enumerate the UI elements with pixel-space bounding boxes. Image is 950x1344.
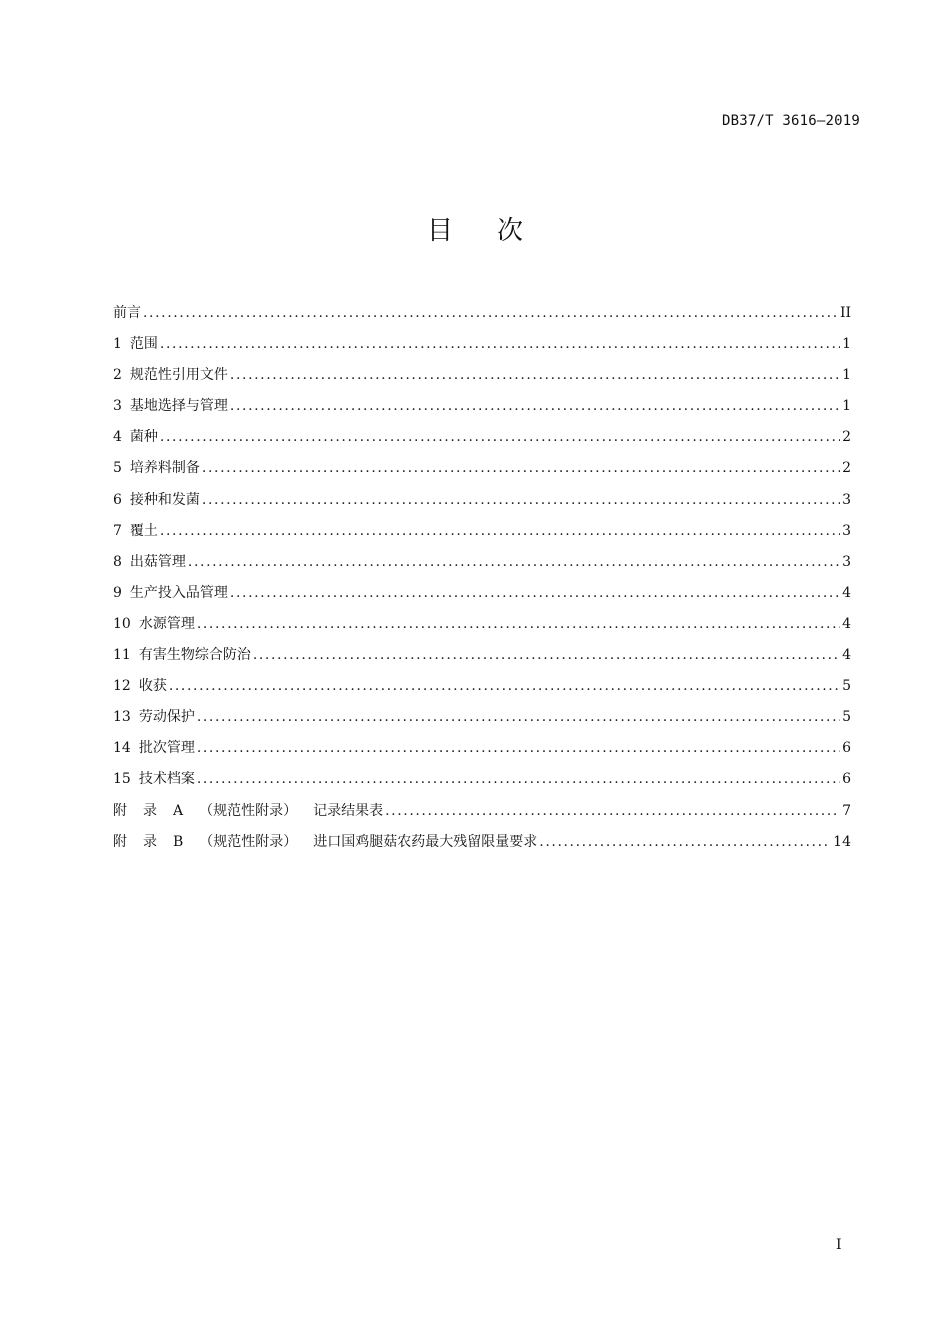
page-number: I (836, 1237, 842, 1253)
toc-page-number: 4 (842, 584, 851, 601)
toc-entry-13[interactable] (113, 702, 851, 733)
toc-entry-label: 批次管理 (138, 740, 195, 757)
title-part-1: 目 (426, 216, 453, 246)
toc-entry-label: 基地选择与管理 (129, 398, 228, 415)
toc-page-number: 3 (842, 491, 851, 508)
toc-page-number: II (839, 305, 851, 321)
toc-entry-label: 水源管理 (138, 615, 195, 632)
toc-entry-7[interactable] (113, 516, 851, 547)
page-title (0, 210, 950, 247)
toc-entry-6[interactable] (113, 485, 851, 516)
toc-entry-label: 前言 (113, 305, 141, 321)
toc-entry-label: 接种和发菌 (129, 491, 200, 508)
toc-entry-2[interactable] (113, 360, 851, 391)
appendix-letter: A (173, 802, 184, 819)
toc-entry-11[interactable] (113, 640, 851, 671)
toc-entry-number: 10 (113, 615, 131, 632)
toc-entry-number: 2 (113, 367, 122, 384)
toc-page-number: 2 (842, 460, 851, 477)
dot-leader (160, 329, 840, 360)
appendix-kind: （规范性附录） (199, 802, 298, 819)
appendix-word-2: 录 (143, 802, 157, 819)
dot-leader (230, 360, 840, 391)
appendix-kind: （规范性附录） (199, 833, 298, 850)
toc-entry-number: 12 (113, 678, 131, 695)
toc-page-number: 5 (842, 678, 851, 695)
toc-page-number: 7 (842, 802, 851, 819)
toc-entry-number: 6 (113, 491, 122, 508)
appendix-letter: B (173, 833, 184, 850)
appendix-title: 进口国鸡腿菇农药最大残留限量要求 (313, 833, 538, 850)
dot-leader (539, 827, 831, 858)
toc-page-number: 14 (833, 833, 851, 850)
toc-entry-9[interactable] (113, 578, 851, 609)
toc-page-number: 4 (842, 647, 851, 664)
dot-leader (197, 609, 840, 640)
toc-entry-foreword[interactable] (113, 298, 851, 329)
toc-entry-number: 1 (113, 336, 122, 353)
toc-page-number: 4 (842, 615, 851, 632)
toc-entry-14[interactable] (113, 733, 851, 764)
toc-entry-number: 3 (113, 398, 122, 415)
toc-entry-appendix-b[interactable] (113, 827, 851, 858)
toc-entry-label: 培养料制备 (129, 460, 200, 477)
toc-entry-label: 收获 (138, 678, 167, 695)
toc-page-number: 6 (842, 740, 851, 757)
toc-entry-number: 14 (113, 740, 131, 757)
toc-entry-label: 菌种 (129, 429, 158, 446)
toc-entry-number: 15 (113, 771, 131, 788)
dot-leader (230, 391, 840, 422)
toc-entry-label: 技术档案 (138, 771, 195, 788)
dot-leader (230, 578, 840, 609)
dot-leader (197, 702, 840, 733)
dot-leader (385, 796, 840, 827)
dot-leader (197, 764, 840, 795)
toc-entry-1[interactable] (113, 329, 851, 360)
toc-entry-label: 出菇管理 (129, 553, 186, 570)
appendix-word-1: 附 (113, 802, 127, 819)
toc-page-number: 6 (842, 771, 851, 788)
toc-page-number: 2 (842, 429, 851, 446)
dot-leader (143, 298, 838, 329)
toc-entry-label: 覆土 (129, 522, 158, 539)
toc-page-number: 1 (842, 367, 851, 384)
dot-leader (197, 733, 840, 764)
toc-entry-label: 劳动保护 (138, 709, 195, 726)
appendix-title: 记录结果表 (313, 802, 384, 819)
dot-leader (253, 640, 840, 671)
dot-leader (188, 547, 840, 578)
toc-page-number: 1 (842, 398, 851, 415)
toc-entry-number: 8 (113, 553, 122, 570)
toc-entry-label: 生产投入品管理 (129, 584, 228, 601)
toc-entry-label: 范围 (129, 336, 158, 353)
dot-leader (169, 671, 840, 702)
appendix-word-1: 附 (113, 833, 127, 850)
toc-entry-12[interactable] (113, 671, 851, 702)
toc-entry-3[interactable] (113, 391, 851, 422)
toc-entry-label: 规范性引用文件 (129, 367, 228, 384)
title-part-2: 次 (497, 216, 524, 246)
toc-entry-number: 4 (113, 429, 122, 446)
toc-page-number: 3 (842, 553, 851, 570)
dot-leader (202, 453, 840, 484)
dot-leader (160, 422, 840, 453)
toc-page-number: 3 (842, 522, 851, 539)
toc-entry-number: 7 (113, 522, 122, 539)
toc-entry-4[interactable] (113, 422, 851, 453)
toc-page-number: 5 (842, 709, 851, 726)
appendix-word-2: 录 (143, 833, 157, 850)
toc-entry-number: 5 (113, 460, 122, 477)
toc-entry-label: 有害生物综合防治 (138, 647, 251, 664)
document-code: DB37/T 3616—2019 (721, 113, 860, 129)
table-of-contents (113, 298, 851, 858)
dot-leader (202, 485, 840, 516)
toc-entry-15[interactable] (113, 764, 851, 795)
toc-entry-5[interactable] (113, 453, 851, 484)
toc-entry-8[interactable] (113, 547, 851, 578)
toc-entry-number: 13 (113, 709, 131, 726)
dot-leader (160, 516, 840, 547)
toc-entry-10[interactable] (113, 609, 851, 640)
toc-page-number: 1 (842, 336, 851, 353)
toc-entry-appendix-a[interactable] (113, 796, 851, 827)
toc-entry-number: 9 (113, 584, 122, 601)
toc-entry-number: 11 (113, 647, 131, 664)
